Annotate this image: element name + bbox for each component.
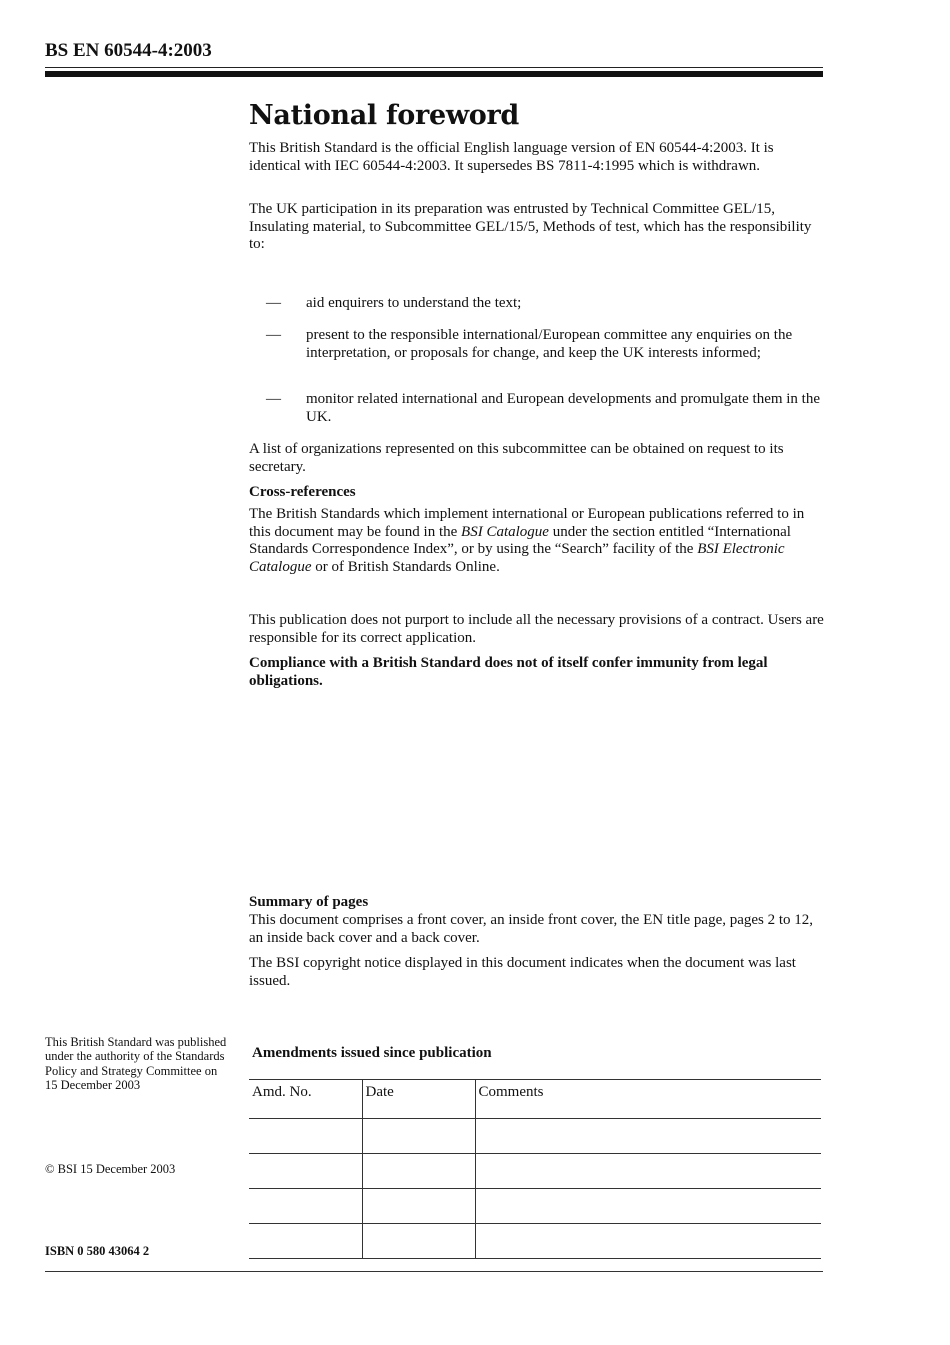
copyright-notice-text: The BSI copyright notice displayed in this document indicates when the document was last issued. xyxy=(249,955,796,989)
table-cell xyxy=(362,1119,475,1154)
header-thin-rule xyxy=(45,67,823,68)
cross-references-heading: Cross-references xyxy=(249,484,356,500)
list-dash: — xyxy=(266,391,281,407)
cross-references-text-2: under the section entitled “International Standards Correspondence Index”, or by using the “Search” facility of the xyxy=(249,523,791,557)
footer-rule xyxy=(45,1271,823,1272)
amendments-table xyxy=(249,1079,821,1259)
list-item-text: monitor related international and European developments and promulgate them in the UK. xyxy=(306,391,821,425)
table-cell xyxy=(249,1154,362,1189)
list-dash: — xyxy=(266,327,281,343)
amendments-title: Amendments issued since publication xyxy=(252,1045,492,1061)
bsi-electronic-catalogue-title: BSI Electronic Catalogue xyxy=(249,541,785,575)
cross-references-text-1: The British Standards which implement international or European publications referred to in this document may be found in the xyxy=(249,506,805,540)
table-cell xyxy=(249,1189,362,1224)
table-cell xyxy=(475,1189,821,1224)
table-header-row xyxy=(249,1080,821,1119)
table-cell xyxy=(362,1224,475,1259)
copyright-line: © BSI 15 December 2003 xyxy=(45,1162,176,1176)
bsi-catalogue-title: BSI Catalogue xyxy=(461,523,549,540)
compliance-statement: Compliance with a British Standard does not of itself confer immunity from legal obligations. xyxy=(249,655,768,689)
table-row xyxy=(249,1189,821,1224)
foreword-paragraph-4: This publication does not purport to include all the necessary provisions of a contract. Users are responsible for its correct application. xyxy=(249,612,824,646)
table-cell xyxy=(475,1154,821,1189)
table-cell xyxy=(475,1119,821,1154)
list-item-text: present to the responsible international/European committee any enquiries on the interpretation, or proposals for change, and keep the UK interests informed; xyxy=(306,327,793,361)
cross-references-text xyxy=(249,506,825,576)
foreword-paragraph-1: This British Standard is the official English language version of EN 60544-4:2003. It is identical with IEC 60544-4:2003. It supersedes BS 7811-4:1995 which is withdrawn. xyxy=(249,140,774,174)
list-item-text: aid enquirers to understand the text; xyxy=(306,295,522,311)
column-header-amd-no: Amd. No. xyxy=(249,1080,362,1119)
header-thick-rule xyxy=(45,71,823,77)
foreword-paragraph-2: The UK participation in its preparation was entrusted by Technical Committee GEL/15, Insulating material, to Subcommittee GEL/15/5, Methods of test, which has the responsibility to: xyxy=(249,201,812,252)
summary-text: This document comprises a front cover, an inside front cover, the EN title page, pages 2 to 12, an inside back cover and a back cover. xyxy=(249,912,814,946)
column-header-comments: Comments xyxy=(475,1080,821,1119)
page-title: National foreword xyxy=(249,100,519,131)
list-item xyxy=(266,327,826,362)
publication-note: This British Standard was published under the authority of the Standards Policy and Strategy Committee on 15 December 2003 xyxy=(45,1035,227,1092)
column-header-date: Date xyxy=(362,1080,475,1119)
list-dash: — xyxy=(266,295,281,311)
table-cell xyxy=(362,1154,475,1189)
cross-references-text-3: or of British Standards Online. xyxy=(311,558,500,575)
table-row xyxy=(249,1119,821,1154)
table-cell xyxy=(249,1224,362,1259)
table-cell xyxy=(249,1119,362,1154)
table-cell xyxy=(362,1189,475,1224)
summary-heading: Summary of pages xyxy=(249,894,369,910)
isbn: ISBN 0 580 43064 2 xyxy=(45,1244,150,1258)
document-id: BS EN 60544-4:2003 xyxy=(45,40,212,61)
list-item xyxy=(266,295,826,313)
foreword-paragraph-3: A list of organizations represented on this subcommittee can be obtained on request to its secretary. xyxy=(249,441,784,475)
table-cell xyxy=(475,1224,821,1259)
list-item xyxy=(266,391,826,426)
table-row xyxy=(249,1224,821,1259)
table-row xyxy=(249,1154,821,1189)
